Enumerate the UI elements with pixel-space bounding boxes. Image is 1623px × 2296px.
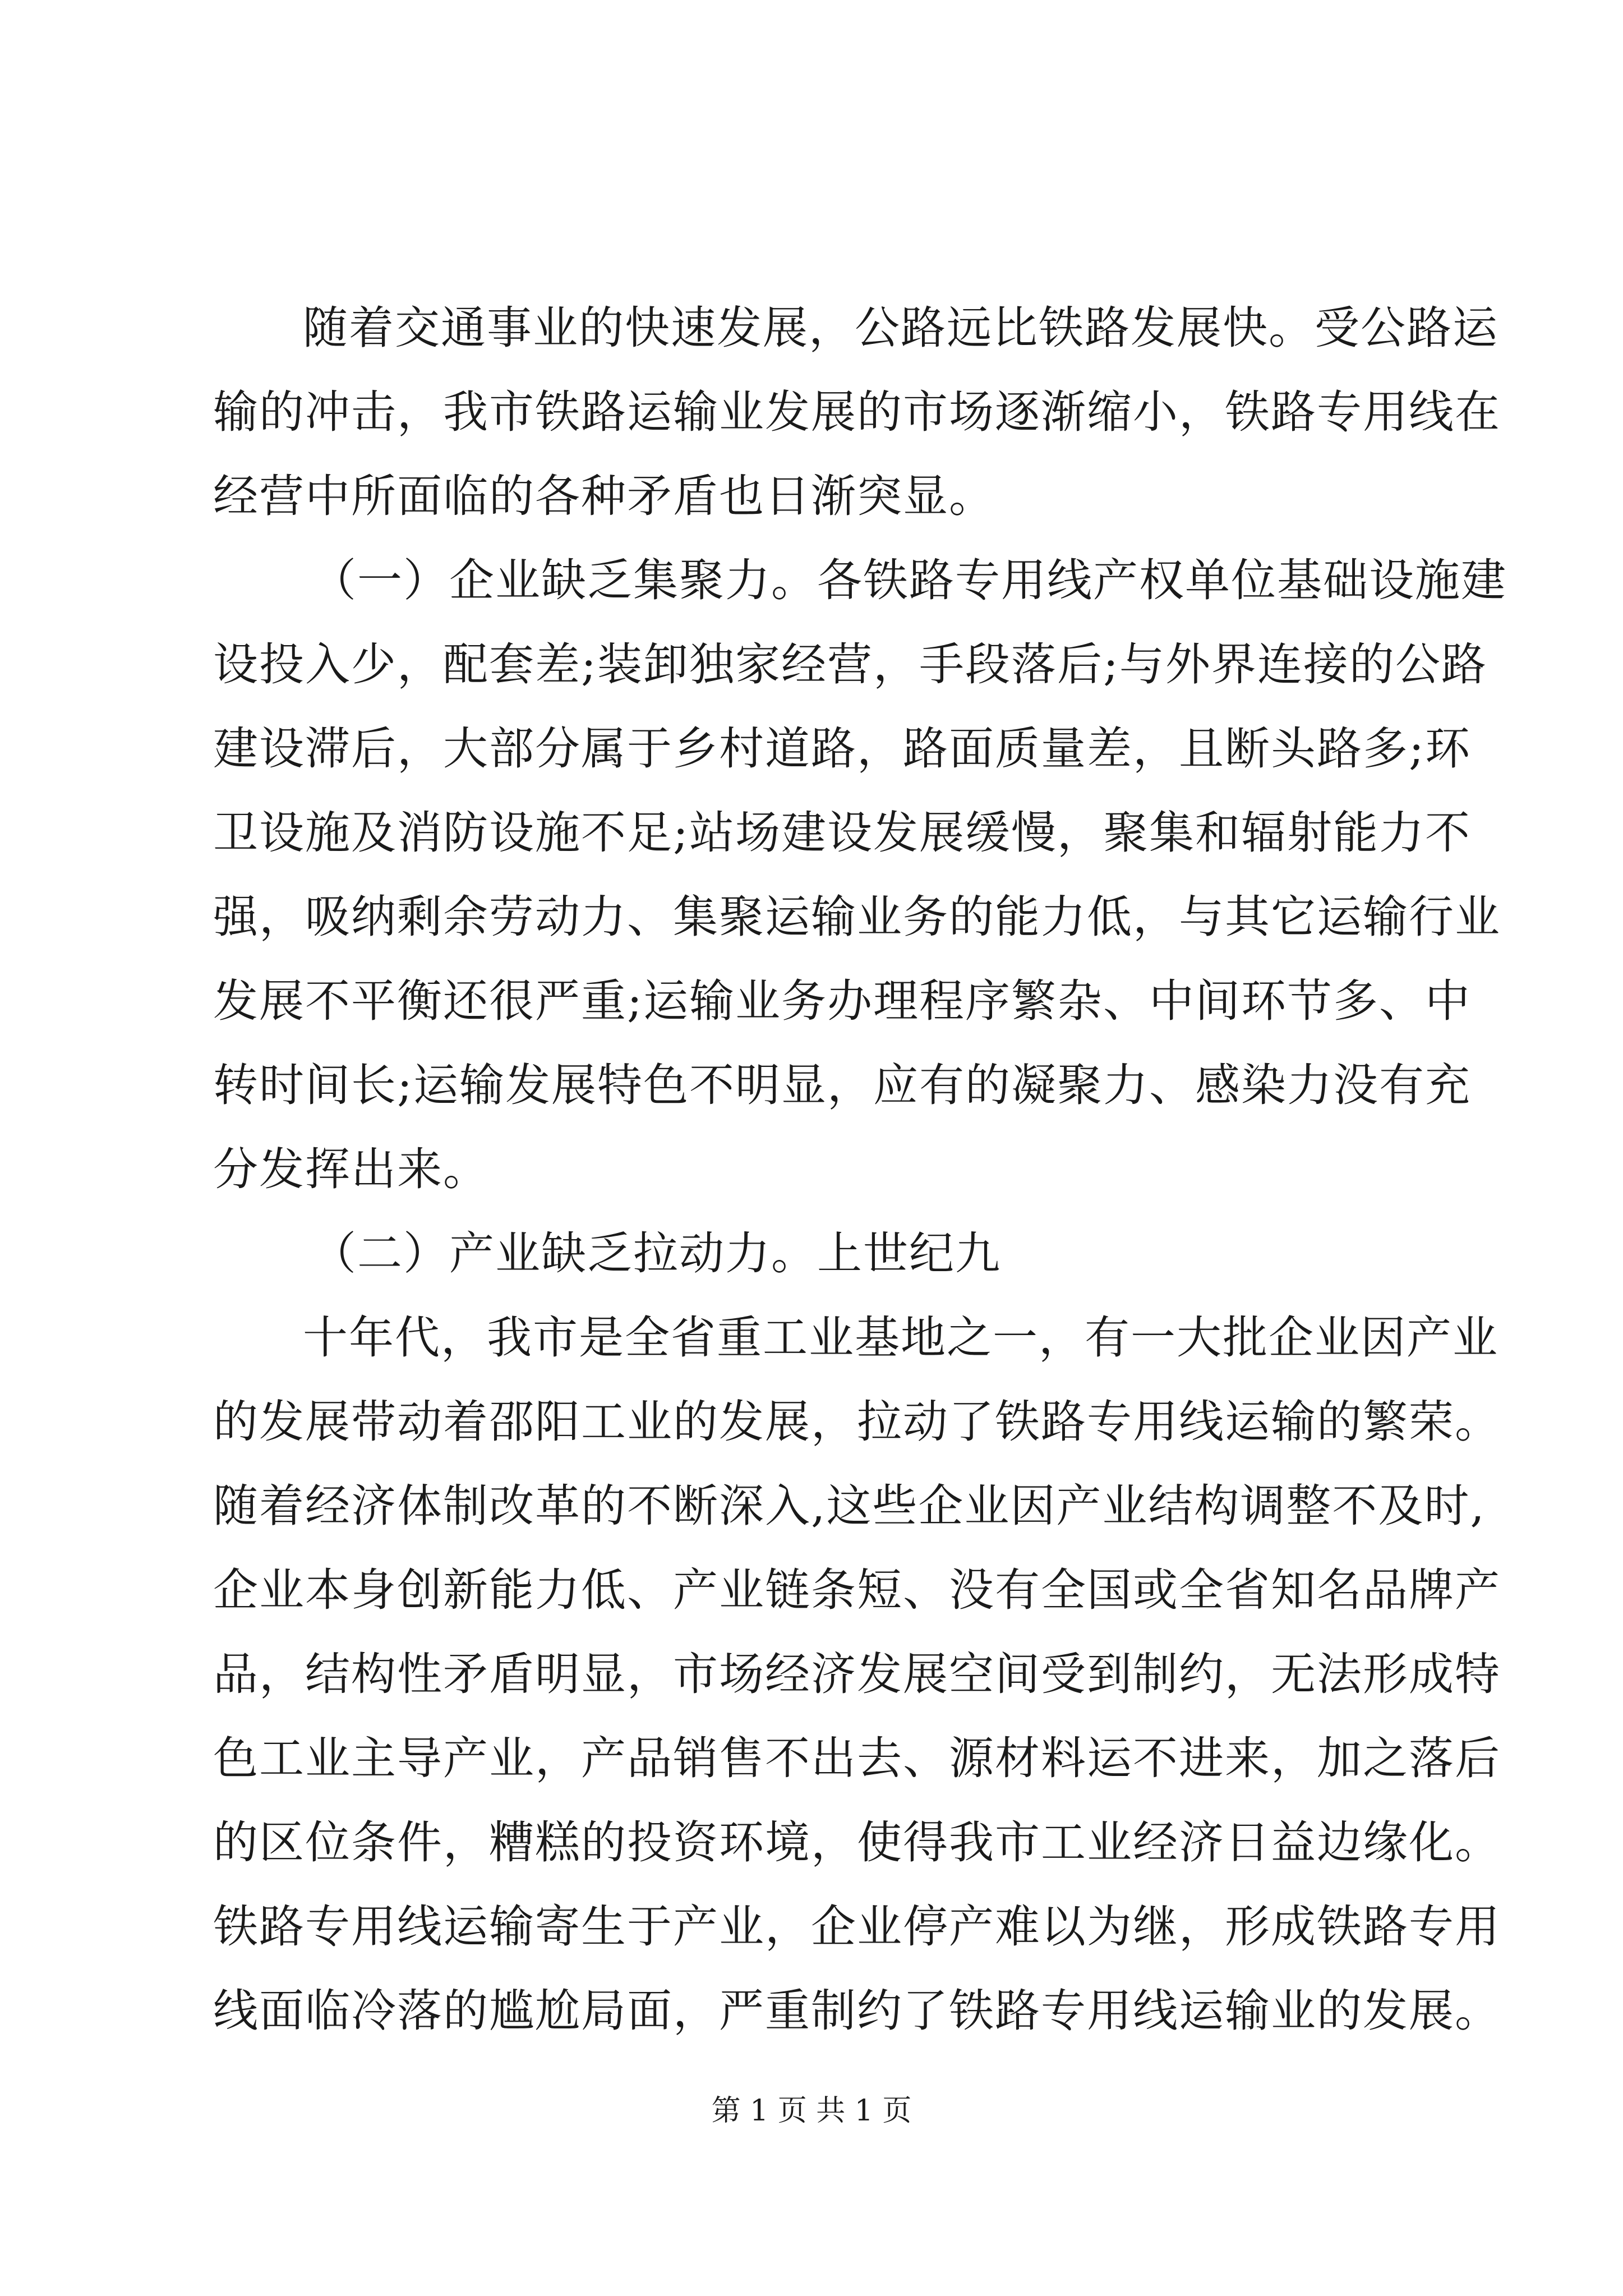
paragraph-4-line-8: 铁路专用线运输寄生于产业，企业停产难以为继，形成铁路专用: [213, 1901, 1501, 1953]
paragraph-4-line-9: 线面临冷落的尴尬局面，严重制约了铁路专用线运输业的发展。: [213, 1985, 1501, 2037]
paragraph-2-line-2: 设投入少，配套差;装卸独家经营，手段落后;与外界连接的公路: [213, 638, 1487, 691]
paragraph-2-line-1: （一）企业缺乏集聚力。各铁路专用线产权单位基础设施建: [311, 554, 1507, 606]
paragraph-4-line-4: 企业本身创新能力低、产业链条短、没有全国或全省知名品牌产: [213, 1564, 1501, 1616]
paragraph-4-line-1: 十年代，我市是全省重工业基地之一，有一大批企业因产业: [303, 1312, 1498, 1364]
paragraph-2-line-7: 转时间长;运输发展特色不明显，应有的凝聚力、感染力没有充: [213, 1059, 1471, 1111]
paragraph-2-line-3: 建设滞后，大部分属于乡村道路，路面质量差，且断头路多;环: [213, 723, 1471, 775]
paragraph-4-line-3: 随着经济体制改革的不断深入,这些企业因产业结构调整不及时,: [213, 1480, 1486, 1532]
paragraph-4-line-7: 的区位条件，糟糕的投资环境，使得我市工业经济日益边缘化。: [213, 1816, 1501, 1869]
paragraph-4-line-5: 品，结构性矛盾明显，市场经济发展空间受到制约，无法形成特: [213, 1648, 1501, 1700]
paragraph-2-line-6: 发展不平衡还很严重;运输业务办理程序繁杂、中间环节多、中: [213, 975, 1471, 1027]
paragraph-4-line-2: 的发展带动着邵阳工业的发展，拉动了铁路专用线运输的繁荣。: [213, 1396, 1501, 1448]
paragraph-2-line-8: 分发挥出来。: [213, 1143, 489, 1195]
paragraph-1-line-2: 输的冲击，我市铁路运输业发展的市场逐渐缩小，铁路专用线在: [213, 386, 1501, 438]
page-footer: 第 1 页 共 1 页: [711, 2094, 912, 2128]
paragraph-3-line-1: （二）产业缺乏拉动力。上世纪九: [311, 1227, 1001, 1280]
paragraph-1-line-1: 随着交通事业的快速发展，公路远比铁路发展快。受公路运: [303, 302, 1498, 354]
paragraph-4-line-6: 色工业主导产业，产品销售不出去、源材料运不进来，加之落后: [213, 1732, 1501, 1784]
paragraph-2-line-4: 卫设施及消防设施不足;站场建设发展缓慢，聚集和辐射能力不: [213, 807, 1471, 859]
paragraph-2-line-5: 强，吸纳剩余劳动力、集聚运输业务的能力低，与其它运输行业: [213, 891, 1501, 943]
paragraph-1-line-3: 经营中所面临的各种矛盾也日渐突显。: [213, 470, 995, 522]
